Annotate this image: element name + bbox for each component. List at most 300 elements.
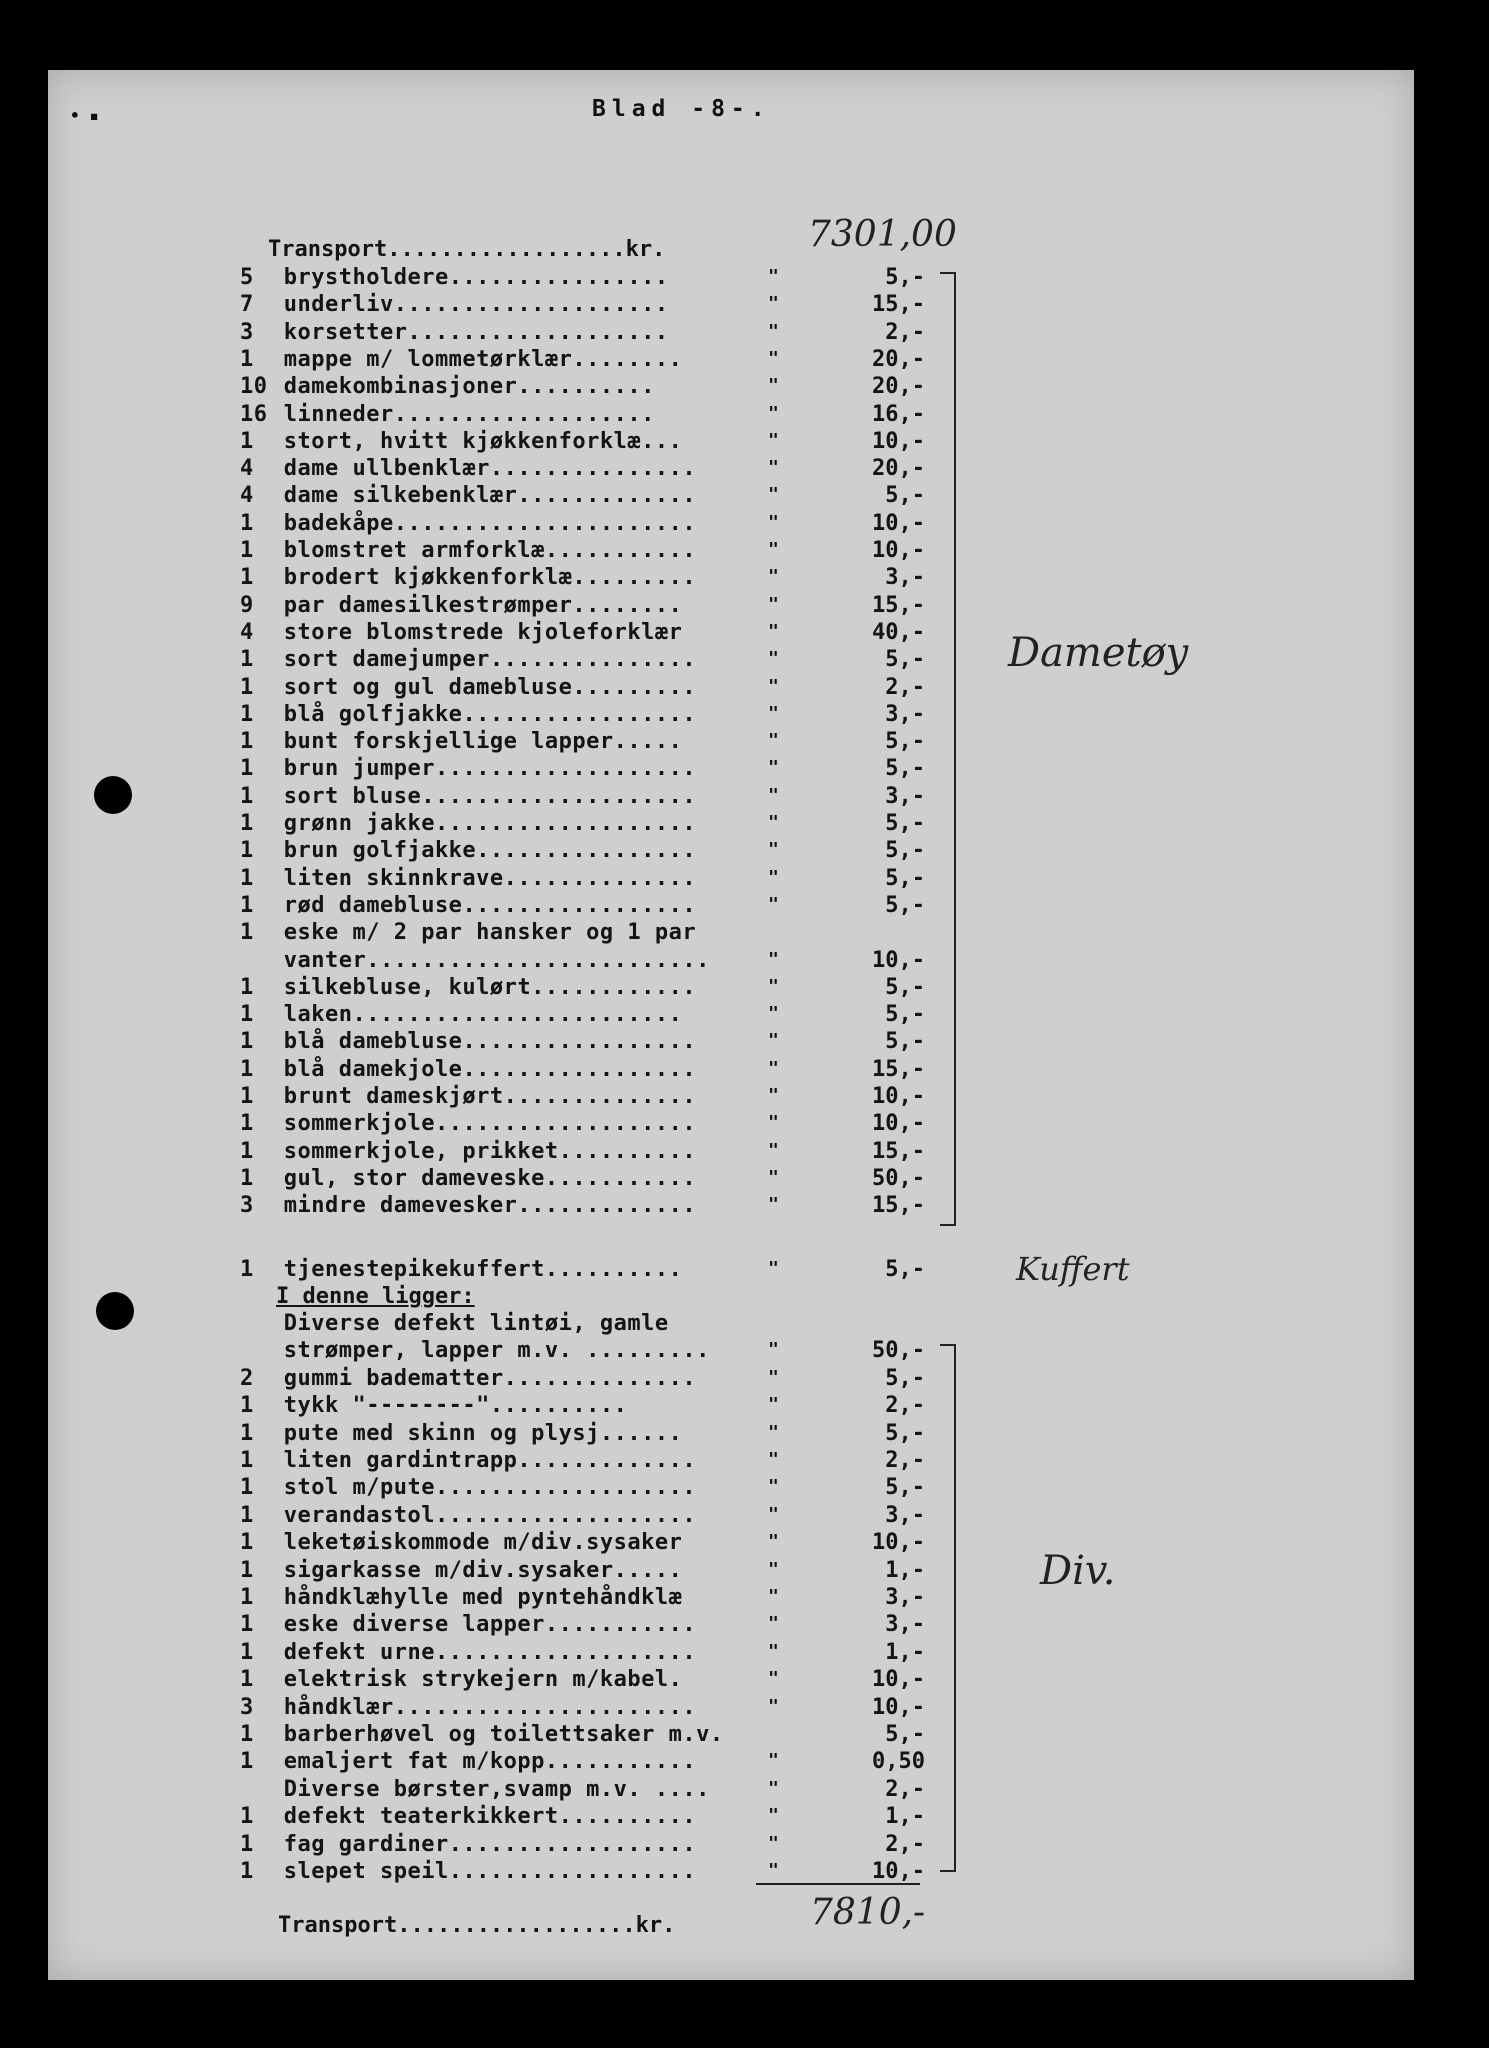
list-item xyxy=(240,810,780,837)
item-description: liten gardintrapp xyxy=(270,1448,518,1473)
item-quantity: 1 xyxy=(240,1166,254,1191)
group-brace xyxy=(940,1344,956,1872)
item-description: bunt forskjellige lapper xyxy=(270,729,614,754)
item-description: mindre damevesker xyxy=(270,1193,518,1218)
item-description: Diverse børster,svamp m.v. xyxy=(270,1777,642,1802)
list-item xyxy=(240,1858,780,1885)
item-amount: 15,- xyxy=(872,1139,925,1164)
leader-dots: ................. xyxy=(462,1029,697,1054)
currency-label: kr. xyxy=(635,1913,676,1938)
item-quantity: 1 xyxy=(240,1804,254,1829)
item-quantity: 1 xyxy=(240,1393,254,1418)
margin-note-kuffert: Kuffert xyxy=(1016,1250,1130,1288)
item-description: elektrisk strykejern m/kabel. xyxy=(270,1667,683,1692)
item-description: brunt dameskjørt xyxy=(270,1084,504,1109)
leader-dots: ........... xyxy=(544,1749,697,1774)
list-item xyxy=(240,592,780,619)
item-amount: 15,- xyxy=(872,1057,925,1082)
item-quantity: 9 xyxy=(240,593,254,618)
item-amount: 3,- xyxy=(885,702,925,727)
item-description: defekt urne xyxy=(270,1640,435,1665)
item-amount: 1,- xyxy=(885,1640,925,1665)
ditto-mark: " xyxy=(768,1750,779,1771)
leader-dots: ........ xyxy=(572,347,683,372)
item-amount: 3,- xyxy=(885,1503,925,1528)
item-description: liten skinnkrave xyxy=(270,866,504,891)
leader-dots: ........... xyxy=(544,1612,697,1637)
list-item xyxy=(240,837,780,864)
list-item xyxy=(240,947,780,974)
list-item xyxy=(240,482,780,509)
transport-carried-in xyxy=(268,236,665,263)
ditto-mark: " xyxy=(768,1422,779,1443)
leader-dots: ................... xyxy=(434,811,697,836)
item-quantity: 1 xyxy=(240,1749,254,1774)
item-description: håndklæhylle med pyntehåndklæ xyxy=(270,1585,683,1610)
ditto-mark: " xyxy=(768,1449,779,1470)
currency-label: kr. xyxy=(625,237,666,262)
ditto-mark: " xyxy=(768,1531,779,1552)
item-description: slepet speil xyxy=(270,1859,449,1884)
item-amount: 15,- xyxy=(872,593,925,618)
ditto-mark: " xyxy=(768,949,779,970)
list-item xyxy=(240,455,780,482)
transport-out-amount: 7810,- xyxy=(810,1892,926,1933)
ditto-mark: " xyxy=(768,1140,779,1161)
leader-dots: ............... xyxy=(489,647,697,672)
leader-dots: ................... xyxy=(434,1475,697,1500)
leader-dots: ............. xyxy=(517,1448,697,1473)
item-amount: 15,- xyxy=(872,1193,925,1218)
ditto-mark: " xyxy=(768,1696,779,1717)
leader-dots: ............. xyxy=(517,483,697,508)
list-item xyxy=(240,1420,780,1447)
list-item xyxy=(240,646,780,673)
item-quantity: 1 xyxy=(240,1640,254,1665)
item-description: laken xyxy=(270,1002,353,1027)
item-amount: 5,- xyxy=(885,838,925,863)
item-description: sort og gul damebluse xyxy=(270,675,573,700)
item-quantity: 1 xyxy=(240,1421,254,1446)
item-amount: 2,- xyxy=(885,320,925,345)
list-item xyxy=(240,1056,780,1083)
ditto-mark: " xyxy=(768,867,779,888)
item-description: emaljert fat m/kopp xyxy=(270,1749,545,1774)
ditto-mark: " xyxy=(768,812,779,833)
ditto-mark: " xyxy=(768,703,779,724)
ditto-mark: " xyxy=(768,976,779,997)
item-amount: 5,- xyxy=(885,1475,925,1500)
item-quantity: 1 xyxy=(240,920,254,945)
leader-dots: ............... xyxy=(489,456,697,481)
list-item xyxy=(240,510,780,537)
group-brace xyxy=(940,272,956,1226)
item-quantity: 1 xyxy=(240,1530,254,1555)
item-quantity: 1 xyxy=(240,429,254,454)
leader-dots: ................. xyxy=(462,893,697,918)
item-quantity: 1 xyxy=(240,511,254,536)
item-amount: 5,- xyxy=(885,1722,925,1747)
item-quantity: 1 xyxy=(240,1585,254,1610)
item-description: stort, hvitt kjøkkenforklæ xyxy=(270,429,642,454)
leader-dots: ................ xyxy=(448,265,669,290)
leader-dots: .................... xyxy=(393,292,669,317)
item-description: vanter xyxy=(270,948,367,973)
leader-dots: ........ xyxy=(572,593,683,618)
item-description: fag gardiner xyxy=(270,1832,449,1857)
page-title: Blad -8-. xyxy=(592,96,771,122)
list-item xyxy=(240,1694,780,1721)
item-description: sort bluse xyxy=(270,784,422,809)
item-amount: 10,- xyxy=(872,1859,925,1884)
list-item xyxy=(240,1557,780,1584)
ditto-mark: " xyxy=(768,621,779,642)
list-item xyxy=(240,428,780,455)
list-item xyxy=(240,1474,780,1501)
item-description: stol m/pute xyxy=(270,1475,435,1500)
item-quantity: 1 xyxy=(240,1084,254,1109)
list-item xyxy=(240,728,780,755)
leader-dots: .......... xyxy=(558,1139,697,1164)
item-amount: 10,- xyxy=(872,1084,925,1109)
item-amount: 50,- xyxy=(872,1338,925,1363)
ditto-mark: " xyxy=(768,457,779,478)
item-amount: 2,- xyxy=(885,1777,925,1802)
item-amount: 5,- xyxy=(885,1002,925,1027)
item-quantity: 1 xyxy=(240,1029,254,1054)
ditto-mark: " xyxy=(768,1058,779,1079)
ditto-mark: " xyxy=(768,594,779,615)
item-amount: 5,- xyxy=(885,1366,925,1391)
item-description: blå golfjakke xyxy=(270,702,463,727)
ditto-mark: " xyxy=(768,321,779,342)
margin-note-dametoy: Dametøy xyxy=(1008,630,1189,676)
list-item xyxy=(240,564,780,591)
leader-dots: ............. xyxy=(517,1193,697,1218)
item-quantity: 1 xyxy=(240,756,254,781)
ditto-mark: " xyxy=(768,266,779,287)
item-quantity: 1 xyxy=(240,1111,254,1136)
ditto-mark: " xyxy=(768,1613,779,1634)
ditto-mark: " xyxy=(768,1003,779,1024)
ditto-mark: " xyxy=(768,1668,779,1689)
leader-dots: .......... xyxy=(517,374,655,399)
transport-label: Transport xyxy=(278,1913,398,1938)
leader-dots: .................... xyxy=(421,784,697,809)
item-description: gummi badematter xyxy=(270,1366,504,1391)
leader-dots: ................... xyxy=(434,756,697,781)
suitcase-heading: I denne ligger: xyxy=(276,1284,475,1309)
list-item xyxy=(240,1138,780,1165)
item-description: Diverse defekt lintøi, gamle xyxy=(270,1311,669,1336)
item-amount: 2,- xyxy=(885,1393,925,1418)
item-description: grønn jakke xyxy=(270,811,435,836)
item-amount: 0,50 xyxy=(872,1749,925,1774)
list-item xyxy=(240,1337,780,1364)
item-quantity: 16 xyxy=(240,402,268,427)
leader-dots: ........... xyxy=(544,1166,697,1191)
item-amount: 5,- xyxy=(885,1029,925,1054)
item-amount: 10,- xyxy=(872,1667,925,1692)
ditto-mark: " xyxy=(768,1504,779,1525)
item-description: rød damebluse xyxy=(270,893,463,918)
item-description: pute med skinn og plysj xyxy=(270,1421,600,1446)
list-item xyxy=(240,1831,780,1858)
leader-dots: .................. xyxy=(397,1913,636,1938)
leader-dots: ................ xyxy=(476,838,697,863)
list-item xyxy=(240,1165,780,1192)
item-description: brystholdere xyxy=(270,265,449,290)
item-description: barberhøvel og toilettsaker m.v. xyxy=(270,1722,724,1747)
item-quantity: 2 xyxy=(240,1366,254,1391)
list-item xyxy=(240,401,780,428)
ditto-mark: " xyxy=(768,430,779,451)
item-amount: 2,- xyxy=(885,1832,925,1857)
leader-dots: ................. xyxy=(462,702,697,727)
ditto-mark: " xyxy=(768,539,779,560)
ditto-mark: " xyxy=(768,1833,779,1854)
item-amount: 1,- xyxy=(885,1558,925,1583)
list-item xyxy=(240,319,780,346)
item-description: dame ullbenklær xyxy=(270,456,490,481)
item-quantity: 1 xyxy=(240,565,254,590)
item-quantity: 1 xyxy=(240,1832,254,1857)
item-amount: 10,- xyxy=(872,1530,925,1555)
leader-dots: ..... xyxy=(613,1558,683,1583)
list-item xyxy=(240,1502,780,1529)
item-amount: 10,- xyxy=(872,538,925,563)
list-item xyxy=(240,1310,780,1337)
item-description: eske diverse lapper xyxy=(270,1612,545,1637)
item-quantity: 1 xyxy=(240,1859,254,1884)
item-quantity: 3 xyxy=(240,320,254,345)
ditto-mark: " xyxy=(768,403,779,424)
item-quantity: 3 xyxy=(240,1193,254,1218)
item-description: leketøiskommode m/div.sysaker xyxy=(270,1530,683,1555)
item-quantity: 1 xyxy=(240,729,254,754)
list-item xyxy=(240,674,780,701)
leader-dots: ........... xyxy=(544,538,697,563)
list-item xyxy=(240,1192,780,1219)
ditto-mark: " xyxy=(768,1805,779,1826)
leader-dots: ...... xyxy=(599,1421,683,1446)
item-quantity: 1 xyxy=(240,702,254,727)
item-amount: 5,- xyxy=(885,729,925,754)
item-amount: 3,- xyxy=(885,784,925,809)
item-quantity: 1 xyxy=(240,811,254,836)
item-quantity: 1 xyxy=(240,647,254,672)
leader-dots: .............. xyxy=(503,866,697,891)
item-quantity: 1 xyxy=(240,784,254,809)
list-item xyxy=(240,1611,780,1638)
ditto-mark: " xyxy=(768,1367,779,1388)
ditto-mark: " xyxy=(768,676,779,697)
item-quantity: 1 xyxy=(240,893,254,918)
list-item xyxy=(240,1256,780,1283)
ditto-mark: " xyxy=(768,894,779,915)
list-item xyxy=(240,1639,780,1666)
leader-dots: .......... xyxy=(544,1257,683,1282)
item-description: defekt teaterkikkert xyxy=(270,1804,559,1829)
item-amount: 20,- xyxy=(872,374,925,399)
leader-dots: ... xyxy=(641,429,683,454)
item-quantity: 1 xyxy=(240,1057,254,1082)
leader-dots: ................... xyxy=(393,402,655,427)
total-rule xyxy=(756,1883,920,1885)
item-amount: 5,- xyxy=(885,975,925,1000)
item-quantity: 1 xyxy=(240,1475,254,1500)
punch-hole xyxy=(94,776,132,814)
list-item xyxy=(240,346,780,373)
ditto-mark: " xyxy=(768,1085,779,1106)
list-item xyxy=(240,919,780,946)
list-item xyxy=(240,537,780,564)
item-quantity: 1 xyxy=(240,975,254,1000)
list-item xyxy=(240,892,780,919)
item-description: damekombinasjoner xyxy=(270,374,518,399)
list-item xyxy=(240,1666,780,1693)
leader-dots: ......... xyxy=(572,565,697,590)
list-item xyxy=(240,1365,780,1392)
list-item xyxy=(240,1392,780,1419)
ditto-mark: " xyxy=(768,730,779,751)
margin-note-div: Div. xyxy=(1040,1548,1116,1594)
leader-dots: ...................... xyxy=(393,1695,697,1720)
item-description: håndklær xyxy=(270,1695,394,1720)
item-amount: 10,- xyxy=(872,511,925,536)
leader-dots: .................. xyxy=(448,1832,697,1857)
item-amount: 10,- xyxy=(872,429,925,454)
list-item xyxy=(240,264,780,291)
item-description: linneder xyxy=(270,402,394,427)
item-amount: 10,- xyxy=(872,1111,925,1136)
list-item xyxy=(240,1447,780,1474)
list-item xyxy=(240,1001,780,1028)
item-description: badekåpe xyxy=(270,511,394,536)
ditto-mark: " xyxy=(768,348,779,369)
list-item xyxy=(240,1721,780,1748)
ditto-mark: " xyxy=(768,512,779,533)
item-quantity: 7 xyxy=(240,292,254,317)
item-quantity: 1 xyxy=(240,1257,254,1282)
ditto-mark: " xyxy=(768,1339,779,1360)
leader-dots: .... xyxy=(641,1777,710,1802)
list-item xyxy=(240,1748,780,1775)
list-item xyxy=(240,291,780,318)
item-amount: 10,- xyxy=(872,1695,925,1720)
list-item xyxy=(240,1529,780,1556)
list-item xyxy=(240,1028,780,1055)
item-quantity: 1 xyxy=(240,866,254,891)
ditto-mark: " xyxy=(768,1586,779,1607)
item-amount: 5,- xyxy=(885,756,925,781)
leader-dots: ......................... xyxy=(366,948,710,973)
item-description: sigarkasse m/div.sysaker xyxy=(270,1558,614,1583)
item-description: verandastol xyxy=(270,1503,435,1528)
item-amount: 5,- xyxy=(885,866,925,891)
item-description: tykk "--------" xyxy=(270,1393,490,1418)
ditto-mark: " xyxy=(768,1258,779,1279)
item-description: korsetter xyxy=(270,320,408,345)
leader-dots: ................... xyxy=(434,1111,697,1136)
item-amount: 3,- xyxy=(885,565,925,590)
ditto-mark: " xyxy=(768,566,779,587)
item-description: eske m/ 2 par hansker og 1 par xyxy=(270,920,697,945)
leader-dots: ......... xyxy=(572,1338,710,1363)
leader-dots: ...................... xyxy=(393,511,697,536)
item-description: blå damekjole xyxy=(270,1057,463,1082)
item-quantity: 1 xyxy=(240,1448,254,1473)
punch-hole xyxy=(96,1292,134,1330)
ditto-mark: " xyxy=(768,1112,779,1133)
item-amount: 5,- xyxy=(885,1257,925,1282)
ditto-mark: " xyxy=(768,1167,779,1188)
transport-label: Transport xyxy=(268,237,388,262)
leader-dots: ................... xyxy=(407,320,669,345)
item-description: underliv xyxy=(270,292,394,317)
list-item xyxy=(240,755,780,782)
item-quantity: 10 xyxy=(240,374,268,399)
item-quantity: 1 xyxy=(240,1002,254,1027)
item-description: brun golfjakke xyxy=(270,838,477,863)
item-quantity: 1 xyxy=(240,1722,254,1747)
leader-dots: ............ xyxy=(531,975,697,1000)
leader-dots: ................... xyxy=(434,1640,697,1665)
list-item xyxy=(240,1584,780,1611)
list-item xyxy=(240,373,780,400)
item-quantity: 4 xyxy=(240,456,254,481)
ditto-mark: " xyxy=(768,1394,779,1415)
item-amount: 2,- xyxy=(885,1448,925,1473)
leader-dots: .............. xyxy=(503,1366,697,1391)
item-amount: 20,- xyxy=(872,347,925,372)
leader-dots: .................. xyxy=(387,237,626,262)
list-item xyxy=(240,865,780,892)
item-amount: 2,- xyxy=(885,675,925,700)
item-description: blomstret armforklæ xyxy=(270,538,545,563)
item-amount: 1,- xyxy=(885,1804,925,1829)
item-amount: 10,- xyxy=(872,948,925,973)
list-item xyxy=(240,619,780,646)
leader-dots: ................. xyxy=(462,1057,697,1082)
item-amount: 15,- xyxy=(872,292,925,317)
item-quantity: 1 xyxy=(240,1503,254,1528)
transport-in-amount: 7301,00 xyxy=(808,214,957,255)
ditto-mark: " xyxy=(768,1559,779,1580)
corner-marks: • ▪ xyxy=(70,106,99,125)
list-item xyxy=(240,701,780,728)
item-description: brodert kjøkkenforklæ xyxy=(270,565,573,590)
item-amount: 5,- xyxy=(885,483,925,508)
ditto-mark: " xyxy=(768,1194,779,1215)
item-quantity: 1 xyxy=(240,838,254,863)
item-amount: 5,- xyxy=(885,893,925,918)
ditto-mark: " xyxy=(768,293,779,314)
item-description: brun jumper xyxy=(270,756,435,781)
ditto-mark: " xyxy=(768,648,779,669)
item-amount: 5,- xyxy=(885,647,925,672)
leader-dots: .................. xyxy=(448,1859,697,1884)
list-item xyxy=(240,1083,780,1110)
leader-dots: ......... xyxy=(572,675,697,700)
item-description: silkebluse, kulørt xyxy=(270,975,532,1000)
item-quantity: 1 xyxy=(240,347,254,372)
ditto-mark: " xyxy=(768,375,779,396)
item-quantity: 1 xyxy=(240,1139,254,1164)
item-description: strømper, lapper m.v. xyxy=(270,1338,573,1363)
item-quantity: 1 xyxy=(240,1612,254,1637)
item-quantity: 3 xyxy=(240,1695,254,1720)
